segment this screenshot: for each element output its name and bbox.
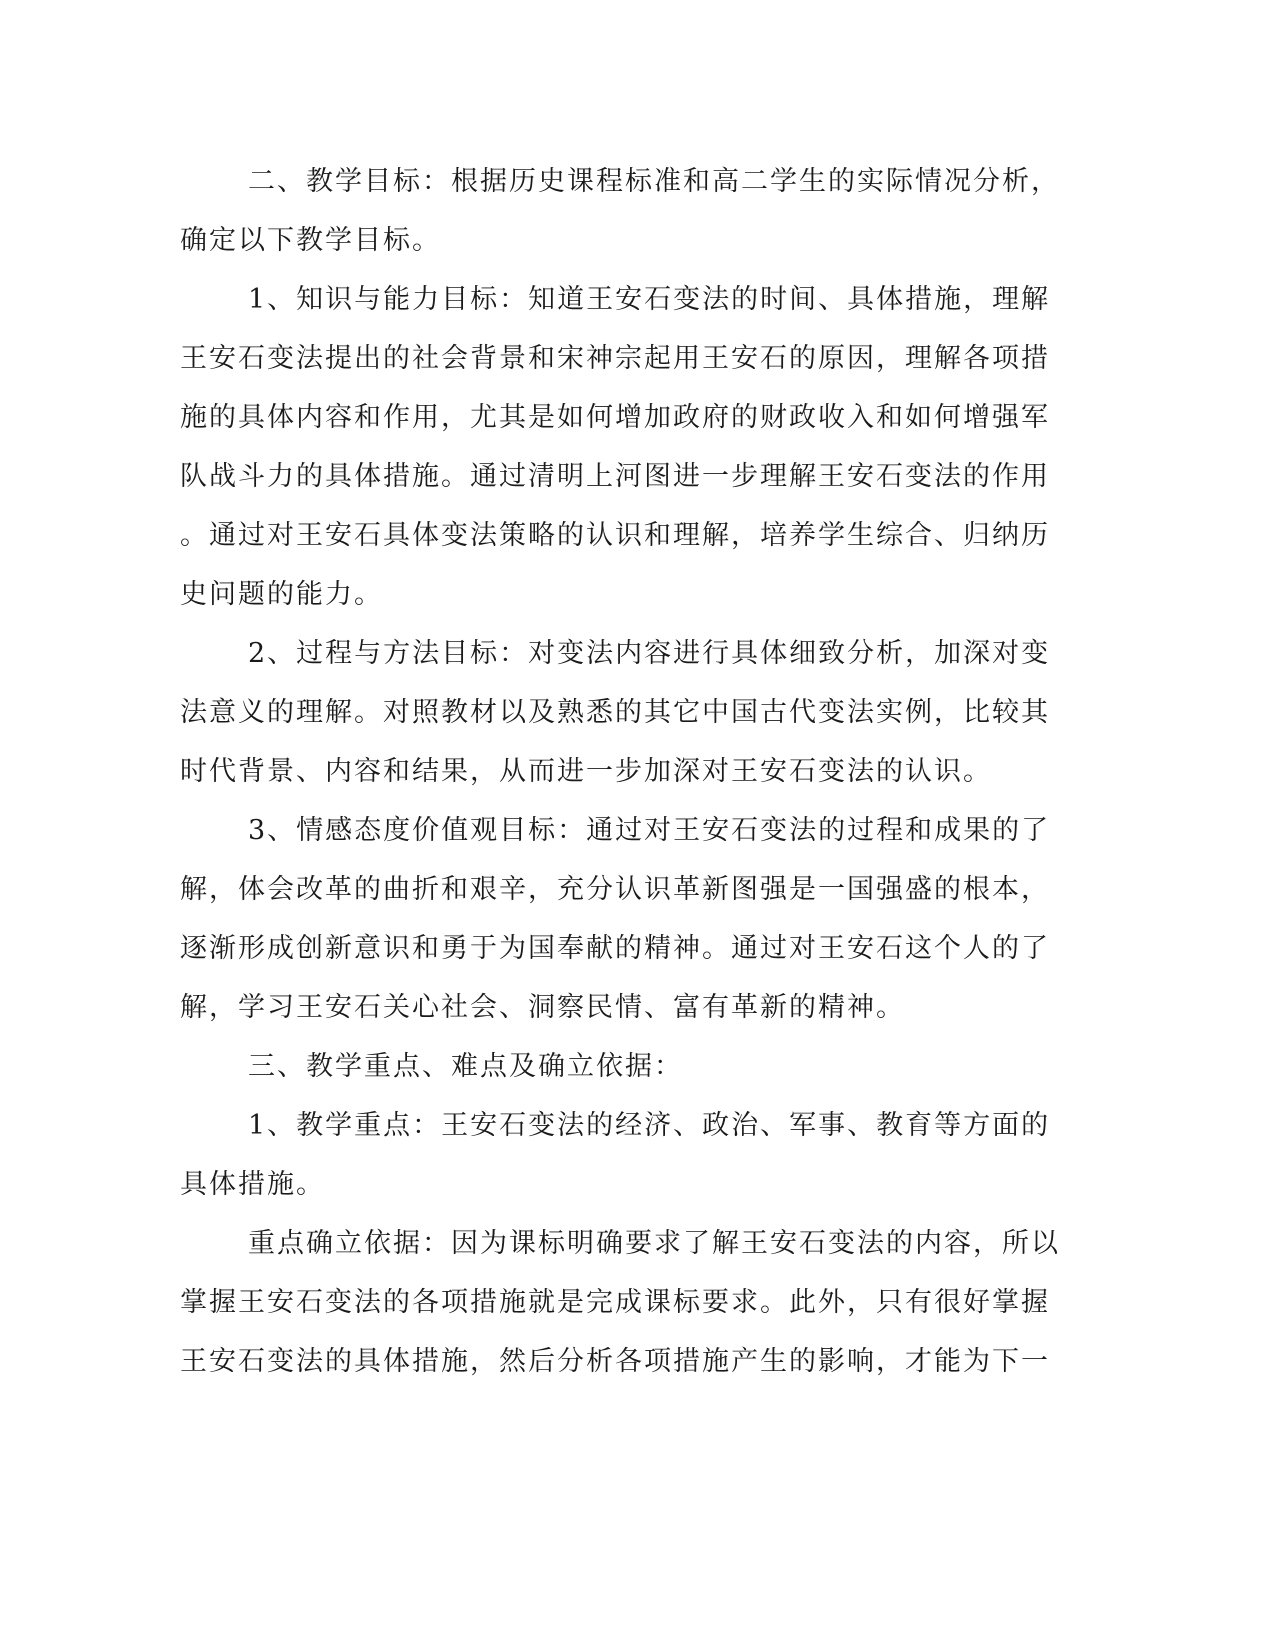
paragraph-line: 解，学习王安石关心社会、洞察民情、富有革新的精神。	[180, 992, 905, 1023]
document-page	[180, 152, 1060, 1391]
section-heading-key-points: 三、教学重点、难点及确立依据：	[248, 1051, 683, 1082]
paragraph-line: 确定以下教学目标。	[180, 225, 441, 256]
section-heading-teaching-goals: 二、教学目标：根据历史课程标准和高二学生的实际情况分析，	[248, 166, 1060, 197]
paragraph-line: 史问题的能力。	[180, 579, 383, 610]
paragraph-line: 施的具体内容和作用，尤其是如何增加政府的财政收入和如何增强军	[180, 402, 1050, 433]
goal-item-knowledge: 1、知识与能力目标：知道王安石变法的时间、具体措施，理解	[248, 284, 1051, 315]
paragraph-line: 王安石变法的具体措施，然后分析各项措施产生的影响，才能为下一	[180, 1346, 1050, 1377]
goal-item-values: 3、情感态度价值观目标：通过对王安石变法的过程和成果的了	[248, 815, 1051, 846]
paragraph-line: 解，体会改革的曲折和艰辛，充分认识革新图强是一国强盛的根本，	[180, 874, 1050, 905]
paragraph-line: 时代背景、内容和结果，从而进一步加深对王安石变法的认识。	[180, 756, 992, 787]
paragraph-line: 逐渐形成创新意识和勇于为国奉献的精神。通过对王安石这个人的了	[180, 933, 1050, 964]
paragraph-line: 。通过对王安石具体变法策略的认识和理解，培养学生综合、归纳历	[180, 520, 1050, 551]
paragraph-line: 掌握王安石变法的各项措施就是完成课标要求。此外，只有很好掌握	[180, 1287, 1050, 1318]
key-point-item: 1、教学重点：王安石变法的经济、政治、军事、教育等方面的	[248, 1110, 1051, 1141]
paragraph-line: 王安石变法提出的社会背景和宋神宗起用王安石的原因，理解各项措	[180, 343, 1050, 374]
paragraph-line: 队战斗力的具体措施。通过清明上河图进一步理解王安石变法的作用	[180, 461, 1050, 492]
paragraph-line: 法意义的理解。对照教材以及熟悉的其它中国古代变法实例，比较其	[180, 697, 1050, 728]
goal-item-process: 2、过程与方法目标：对变法内容进行具体细致分析，加深对变	[248, 638, 1051, 669]
paragraph-line: 具体措施。	[180, 1169, 325, 1200]
key-point-basis: 重点确立依据：因为课标明确要求了解王安石变法的内容，所以	[248, 1228, 1060, 1259]
